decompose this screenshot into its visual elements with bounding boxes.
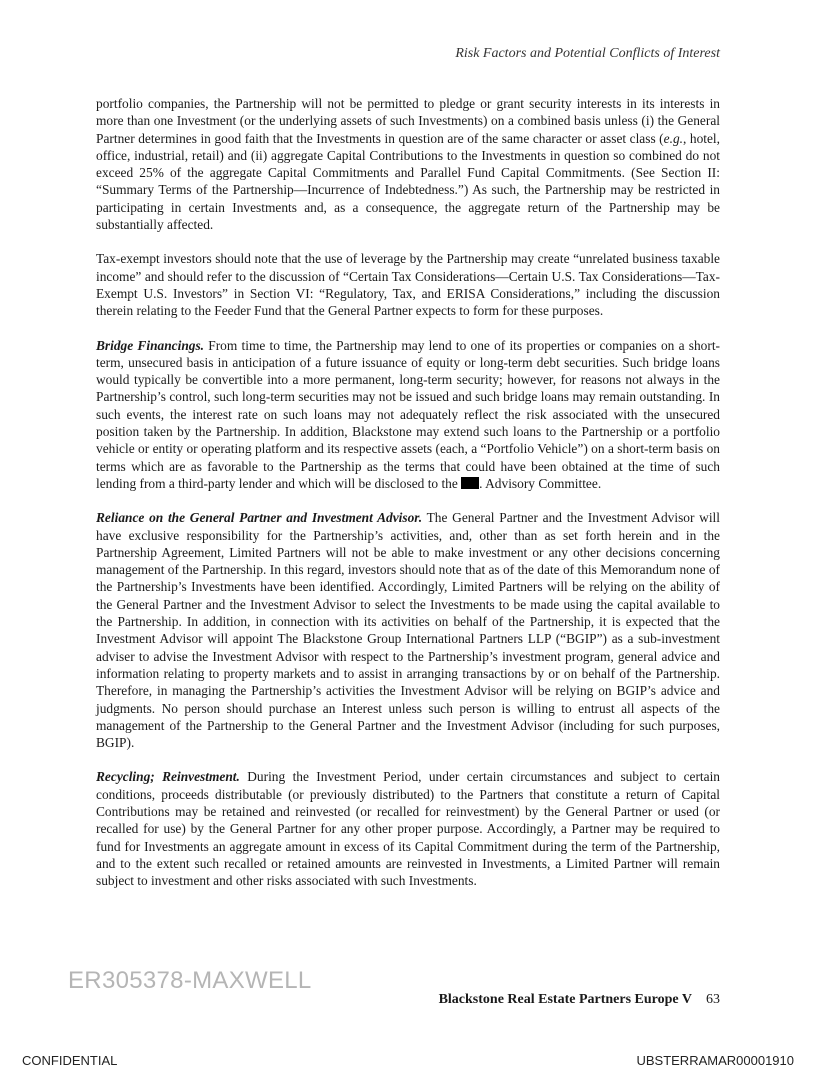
paragraph-recycling bbox=[96, 768, 720, 889]
confidential-stamp: CONFIDENTIAL bbox=[22, 1053, 118, 1068]
redaction-box bbox=[461, 477, 479, 489]
footer-fund-name: Blackstone Real Estate Partners Europe V bbox=[438, 992, 692, 1007]
paragraph-pledge-restrictions bbox=[96, 95, 720, 233]
bates-number-stamp: UBSTERRAMAR00001910 bbox=[636, 1053, 794, 1068]
section-heading-bridge-financings: Bridge Financings. bbox=[96, 337, 205, 353]
paragraph-text: From time to time, the Partnership may lend to one of its properties or companies on a short-term, unsecured basis in anticipation of a future issuance of equity or long-term debt securities. Such bridge loans would typically be convertible into a more permanent, long-term security; however, for reasons not always in the Partnership’s control, such long-term securities may not be issued and such bridge loans may remain outstanding. In such events, the interest rate on such loans may not adequately reflect the risk associated with the unsecured position taken by the Partnership. In addition, Blackstone may extend such loans to the Partnership or a portfolio vehicle or entity or operating platform and its respective assets (each, a “Portfolio Vehicle”) on a short-term basis on terms which are as favorable to the Partnership as the terms that could have been obtained at the time of such lending from a third-party lender and which will be disclosed to the bbox=[96, 337, 720, 491]
page-footer bbox=[439, 992, 720, 1008]
paragraph-reliance bbox=[96, 509, 720, 751]
paragraph-text: portfolio companies, the Partnership will not be permitted to pledge or grant security interests in its interests in more than one Investment (or the underlying assets of such Investments) on a combined basis unless (i) the General Partner determines in good faith that the Investments in question are of the same character or asset class ( bbox=[96, 96, 720, 146]
paragraph-text: The General Partner and the Investment Advisor will have exclusive responsibility for the Partnership’s activities, and, other than as set forth herein and in the Partnership Agreement, Limited Partners will not be able to make investment or any other decisions concerning management of the Partnership. In this regard, investors should note that as of the date of this Memorandum none of the Partnership’s Investments have been identified. Accordingly, Limited Partners will be relying on the ability of the General Partner and the Investment Advisor to select the Investments to be made using the capital available to the Partnership. In addition, in connection with its activities on behalf of the Partnership, it is expected that the Investment Advisor will appoint The Blackstone Group International Partners LLP (“BGIP”) as a sub-investment adviser to advise the Investment Advisor with respect to the Partnership’s investment program, general advice and information relating to property markets and to assist in arranging transactions by or on behalf of the Partnership. Therefore, in managing the Partnership’s activities the Investment Advisor will be relying on BGIP’s advice and judgments. No person should purchase an Interest unless such person is willing to entrust all aspects of the management of the Partnership to the General Partner and the Investment Advisor (including for such purposes, BGIP). bbox=[96, 510, 720, 751]
paragraph-text: . Advisory Committee. bbox=[479, 475, 602, 491]
paragraph-bridge-financings bbox=[96, 337, 720, 493]
bates-watermark: ER305378-MAXWELL bbox=[68, 967, 312, 994]
paragraph-text: During the Investment Period, under certain circumstances and subject to certain conditions, proceeds distributable (or previously distributed) to the Partners that constitute a return of Capital Contributions may be retained and reinvested (or recalled for reinvestment) by the General Partner or used (or recalled for use) by the General Partner for any other proper purpose. Accordingly, a Partner may be required to fund for Investments an aggregate amount in excess of its Capital Commitment during the term of the Partnership, and to the extent such recalled or retained amounts are reinvested in Investments, a Limited Partner will remain subject to investment and other risks associated with such Investments. bbox=[96, 769, 720, 889]
paragraph-text: , hotel, office, industrial, retail) and (ii) aggregate Capital Contributions to the Investments in question so combined do not exceed 25% of the aggregate Capital Commitments and Parallel Fund Capital Commitments. (See Section II: “Summary Terms of the Partnership—Incurrence of Indebtedness.”) As such, the Partnership may be restricted in participating in certain Investments and, as a consequence, the aggregate return of the Partnership may be substantially affected. bbox=[96, 130, 720, 233]
section-heading-recycling: Recycling; Reinvestment. bbox=[96, 769, 240, 785]
running-header-title: Risk Factors and Potential Conflicts of Interest bbox=[455, 46, 720, 61]
page-number: 63 bbox=[706, 992, 720, 1007]
paragraph-tax-exempt: Tax-exempt investors should note that the use of leverage by the Partnership may create “unrelated business taxable income” and should refer to the discussion of “Certain Tax Considerations—Certain U.S. Tax Considerations—Tax-Exempt U.S. Investors” in Section VI: “Regulatory, Tax, and ERISA Considerations,” including the discussion therein relating to the Feeder Fund that the General Partner expects to form for these purposes. bbox=[96, 251, 720, 319]
paragraph-italic-eg: e.g. bbox=[663, 130, 683, 146]
section-heading-reliance: Reliance on the General Partner and Investment Advisor. bbox=[96, 510, 423, 526]
document-body bbox=[96, 95, 720, 906]
